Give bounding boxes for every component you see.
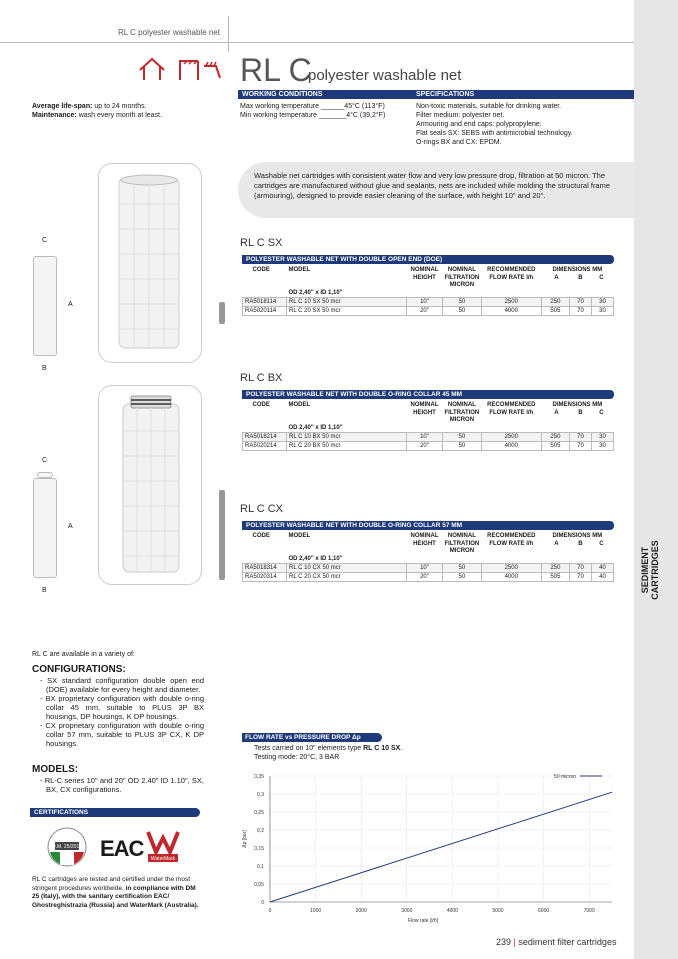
flow-rate-chart — [232, 770, 620, 930]
side-tab-strip — [634, 0, 678, 959]
cylinder-shape — [33, 478, 57, 578]
dim-c-label: C — [42, 457, 48, 464]
section-bar: POLYESTER WASHABLE NET WITH DOUBLE O-RING COLLAR 45 MM — [242, 390, 614, 399]
svg-text:WaterMark: WaterMark — [150, 856, 176, 862]
table-row: RA5018314 RL C 10 CX 50 mcr 10" 50 2500 250 70 40 — [243, 564, 614, 573]
section-bar: POLYESTER WASHABLE NET WITH DOUBLE O-RING COLLAR 57 MM — [242, 521, 614, 530]
dim-a-label: A — [68, 523, 73, 530]
section-title: RL C SX — [240, 237, 283, 249]
page-title: RL C — [240, 52, 312, 88]
spec-table: CODE MODEL NOMINAL HEIGHT NOMINAL FILTRATION MICRON RECOMMENDED FLOW RATE l/h DIMENSIONS MM A B C OD 2,40" x ID 1,10" RA5018214 RL C 10 BX 50 mcr 10" 50 2500 250 70 30 RA5020214 RL C 20 BX 50 mcr 20" 50 4000 505 70 30 — [242, 402, 614, 451]
x-tick-label: 4000 — [446, 908, 458, 914]
working-conditions-heading: WORKING CONDITIONS — [242, 91, 323, 98]
house-heat-icon — [138, 56, 230, 82]
conditions-bar — [238, 90, 634, 99]
chart-test-info: Tests carried on 10" elements type RL C 10 SX. Testing mode: 20°C, 3 BAR — [254, 745, 403, 761]
y-tick-label: 0,25 — [254, 810, 264, 816]
x-tick-label: 3000 — [401, 908, 413, 914]
y-tick-label: 0 — [261, 900, 264, 906]
table-row: RA5020114 RL C 20 SX 50 mcr 20" 50 4000 505 70 30 — [243, 307, 614, 316]
dm25-certification-logo — [46, 826, 88, 868]
watermark-logo — [146, 828, 180, 868]
x-tick-label: 1000 — [310, 908, 322, 914]
certifications-text: RL C cartridges are tested and certified under the most stringent procedures worldwide, in compliance with DM 25 (Italy), with the sanitary certification EAC/ Ghostreghistrazia (Russia) and WaterMark (Australia). — [32, 876, 199, 909]
cylinder-shape — [33, 256, 57, 356]
table-header-row: CODE MODEL NOMINAL HEIGHT NOMINAL FILTRATION MICRON RECOMMENDED FLOW RATE l/h DIMENSIONS MM A B C — [252, 402, 604, 423]
config-intro: RL C are available in a variety of: — [32, 651, 135, 658]
dim-b-label: B — [42, 365, 47, 372]
y-tick-label: 0,2 — [257, 828, 264, 834]
y-tick-label: 0,05 — [254, 882, 264, 888]
life-span-info: Average life-span: up to 24 months. Maintenance: wash every month at least. — [32, 103, 162, 119]
header-divider — [228, 16, 229, 52]
config-heading: CONFIGURATIONS: — [32, 664, 126, 675]
specifications-list: Non-toxic materials, suitable for drinking water. Filter medium: polyester net. Armouring and end caps: polypropylene. Flat seals SX: SEBS with antimicrobial technology. O-rings BX and CX: EPDM. — [416, 103, 573, 146]
model-item: - RL-C series 10" and 20" OD 2.40" ID 1.10", SX, BX, CX configurations. — [40, 776, 204, 794]
y-tick-label: 0,15 — [254, 846, 264, 852]
scroll-marker-2 — [219, 490, 225, 580]
y-tick-label: 0,3 — [257, 792, 264, 798]
running-title: RL C polyester washable net — [118, 28, 220, 37]
table-row: RA5020314 RL C 20 CX 50 mcr 20" 50 4000 505 70 40 — [243, 573, 614, 582]
section-bar: POLYESTER WASHABLE NET WITH DOUBLE OPEN END (DOE) — [242, 255, 614, 264]
side-tab-label: SEDIMENT CARTRIDGES — [640, 540, 660, 600]
series-line-50-micron — [270, 792, 612, 902]
x-tick-label: 7000 — [583, 908, 595, 914]
config-list — [38, 676, 204, 748]
page-subtitle: polyester washable net — [308, 67, 462, 84]
chart-bar: FLOW RATE vs PRESSURE DROP Δp — [242, 733, 382, 742]
table-row: RA5018114 RL C 10 SX 50 mcr 10" 50 2500 250 70 30 — [243, 298, 614, 307]
footer-label: sediment filter cartridges — [518, 937, 617, 947]
y-axis-label: Δp [bar] — [242, 830, 248, 848]
x-tick-label: 2000 — [355, 908, 367, 914]
table-header-row: CODE MODEL NOMINAL HEIGHT NOMINAL FILTRATION MICRON RECOMMENDED FLOW RATE l/h DIMENSIONS MM A B C — [252, 267, 604, 288]
certifications-bar: CERTIFICATIONS — [30, 808, 200, 817]
product-photo-sx — [98, 163, 202, 363]
section-title: RL C BX — [240, 372, 283, 384]
working-conditions: Max working temperature ______45°C (113°F) Min working temperature _______4°C (39,2°F) — [240, 103, 386, 119]
config-item: - BX proprietary configuration with double o-ring collar 45 mm, suitable to PLUS 3P BX housings, DP housings, K DP housings. — [40, 694, 204, 721]
y-tick-label: 0,35 — [254, 774, 264, 780]
section-title: RL C CX — [240, 503, 283, 515]
y-tick-label: 0,1 — [257, 864, 264, 870]
table-row: RA5018214 RL C 10 BX 50 mcr 10" 50 2500 250 70 30 — [243, 433, 614, 442]
header-rule — [0, 42, 634, 43]
dim-c-label: C — [42, 237, 48, 244]
scroll-marker-1 — [219, 302, 225, 324]
x-tick-label: 6000 — [538, 908, 550, 914]
x-tick-label: 5000 — [492, 908, 504, 914]
cartridge-sx-image — [99, 164, 203, 364]
x-tick-label: 0 — [268, 908, 272, 914]
legend-label: 50 micron — [554, 774, 576, 780]
intro-text: Washable net cartridges with consistent water flow and very low pressure drop, filtration at 50 micron. The cartridges are manufactured without glue and sealants, nets are included while molding the structural frame (armouring), designed to provide easier cleaning of the surface, with height 10" and 20". — [254, 171, 611, 200]
footer: 239 | sediment filter cartridges — [496, 937, 617, 947]
config-item: - SX standard configuration double open end (DOE) available for every height and diameter. — [40, 676, 204, 694]
models-heading: MODELS: — [32, 764, 79, 775]
spec-table: CODE MODEL NOMINAL HEIGHT NOMINAL FILTRATION MICRON RECOMMENDED FLOW RATE l/h DIMENSIONS MM A B C OD 2,40" x ID 1,10" RA5018114 RL C 10 SX 50 mcr 10" 50 2500 250 70 30 RA5020114 RL C 20 SX 50 mcr 20" 50 4000 505 70 30 — [242, 267, 614, 316]
dimension-diagram-bx — [30, 456, 90, 596]
dim-b-label: B — [42, 587, 47, 594]
dim-a-label: A — [68, 301, 73, 308]
svg-text:D.M. 25/2012: D.M. 25/2012 — [51, 844, 83, 850]
product-photo-bx — [98, 385, 202, 585]
table-row: RA5020214 RL C 20 BX 50 mcr 20" 50 4000 505 70 30 — [243, 442, 614, 451]
table-header-row: CODE MODEL NOMINAL HEIGHT NOMINAL FILTRATION MICRON RECOMMENDED FLOW RATE l/h DIMENSIONS MM A B C — [252, 533, 604, 554]
x-axis-label: Flow rate [l/h] — [407, 918, 439, 924]
cartridge-bx-image — [99, 386, 203, 586]
dimension-diagram-sx — [30, 236, 90, 376]
specifications-heading: SPECIFICATIONS — [416, 91, 475, 98]
eac-logo: EAC — [100, 836, 144, 861]
spec-table: CODE MODEL NOMINAL HEIGHT NOMINAL FILTRATION MICRON RECOMMENDED FLOW RATE l/h DIMENSIONS MM A B C OD 2,40" x ID 1,10" RA5018314 RL C 10 CX 50 mcr 10" 50 2500 250 70 40 RA5020314 RL C 20 CX 50 mcr 20" 50 4000 505 70 40 — [242, 533, 614, 582]
page-number: 239 — [496, 937, 512, 947]
models-list — [38, 776, 204, 794]
config-item: - CX proprietary configuration with double o-ring collar 57 mm, suitable to PLUS 3P CX, K DP housings. — [40, 721, 204, 748]
